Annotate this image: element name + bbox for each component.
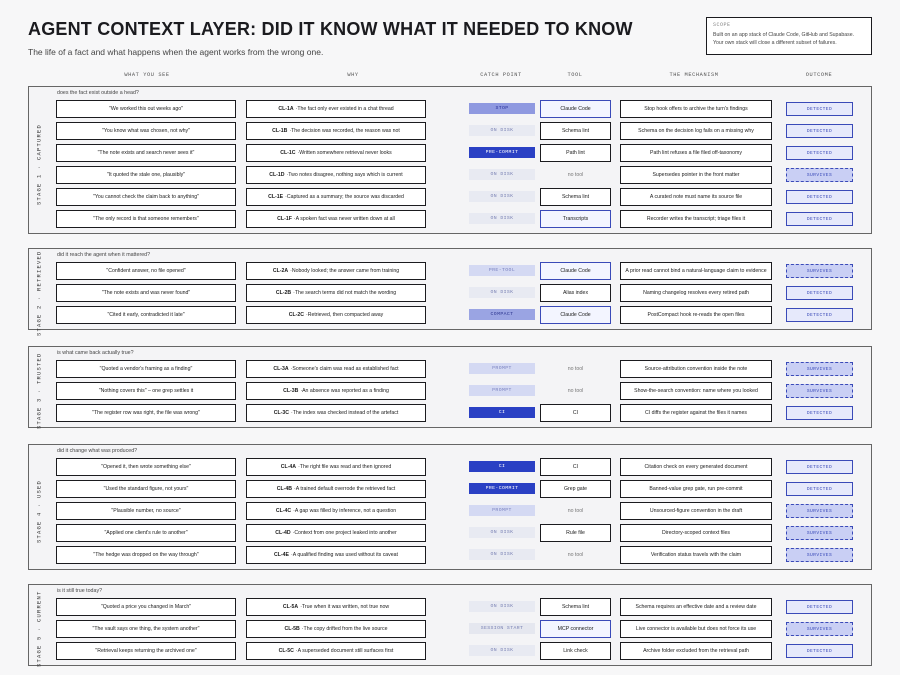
stage-question: does the fact exist outside a head?	[57, 90, 139, 96]
failure-row	[29, 480, 873, 498]
catch-point-badge: PRE-COMMIT	[469, 147, 535, 158]
tool-cell: no tool	[567, 552, 584, 558]
why-cell: CL-4B · A trained default overrode the retrieved fact	[246, 480, 426, 498]
catch-point-badge: ON DISK	[469, 191, 535, 202]
what-you-see-cell: "Quoted a vendor's framing as a finding"	[56, 360, 236, 378]
what-you-see-cell: "Plausible number, no source"	[56, 502, 236, 520]
why-cell: CL-4D · Context from one project leaked into another	[246, 524, 426, 542]
what-you-see-cell: "The hedge was dropped on the way through"	[56, 546, 236, 564]
stage-label: STAGE 1 · CAPTURED	[35, 123, 43, 205]
mechanism-cell: Schema on the decision log fails on a missing why	[620, 122, 772, 140]
catch-point-badge: PROMPT	[469, 505, 535, 516]
catch-point-badge: COMPACT	[469, 309, 535, 320]
why-cell: CL-4A · The right file was read and then ignored	[246, 458, 426, 476]
outcome-badge: DETECTED	[786, 190, 853, 204]
what-you-see-cell: "Cited it early, contradicted it late"	[56, 306, 236, 324]
outcome-badge: SURVIVES	[786, 384, 853, 398]
scope-label: SCOPE	[713, 22, 731, 28]
failure-row	[29, 458, 873, 476]
failure-row	[29, 284, 873, 302]
why-text: A trained default overrode the retrieved fact	[295, 486, 396, 492]
why-text: Two notes disagree, nothing says which is current	[288, 172, 403, 178]
what-you-see-cell: "We worked this out weeks ago"	[56, 100, 236, 118]
why-cell: CL-5C · A superseded document still surfaces first	[246, 642, 426, 660]
stage-panel	[28, 584, 872, 666]
why-text: The search terms did not match the wording	[294, 290, 397, 296]
mechanism-cell: Archive folder excluded from the retrieval path	[620, 642, 772, 660]
failure-id: CL-5A	[282, 604, 299, 610]
mechanism-cell: Source-attribution convention inside the note	[620, 360, 772, 378]
failure-id: CL-1B	[272, 128, 288, 134]
why-text: The fact only ever existed in a chat thread	[297, 106, 394, 112]
failure-id: CL-4B	[276, 486, 293, 492]
failure-row	[29, 642, 873, 660]
tool-cell: Grep gate	[540, 480, 611, 498]
tool-cell: Transcripts	[540, 210, 611, 228]
catch-point-badge: ON DISK	[469, 213, 535, 224]
what-you-see-cell: "You know what was chosen, not why"	[56, 122, 236, 140]
catch-point-badge: PRE-TOOL	[469, 265, 535, 276]
failure-row	[29, 524, 873, 542]
catch-point-badge: PROMPT	[469, 363, 535, 374]
tool-cell: Claude Code	[540, 306, 611, 324]
stage-question: did it reach the agent when it mattered?	[57, 252, 151, 258]
why-text: A qualified finding was used without its caveat	[292, 552, 398, 558]
what-you-see-cell: "Retrieval keeps returning the archived one"	[56, 642, 236, 660]
tool-cell: Claude Code	[540, 100, 611, 118]
column-header-mechanism: THE MECHANISM	[669, 72, 719, 78]
outcome-badge: DETECTED	[786, 460, 853, 474]
failure-id: CL-4A	[280, 464, 297, 470]
tool-cell: Schema lint	[540, 598, 611, 616]
tool-cell: no tool	[567, 172, 584, 178]
what-you-see-cell: "Confident answer, no file opened"	[56, 262, 236, 280]
tool-cell: no tool	[567, 388, 584, 394]
catch-point-badge: CI	[469, 461, 535, 472]
stage-panel	[28, 444, 872, 570]
failure-id: CL-4D	[275, 530, 291, 536]
outcome-badge: DETECTED	[786, 146, 853, 160]
failure-id: CL-1D	[269, 172, 285, 178]
outcome-badge: DETECTED	[786, 482, 853, 496]
mechanism-cell: Schema requires an effective date and a review date	[620, 598, 772, 616]
what-you-see-cell: "The note exists and search never sees it"	[56, 144, 236, 162]
mechanism-cell: A curated note must name its source file	[620, 188, 772, 206]
failure-row	[29, 122, 873, 140]
failure-row	[29, 100, 873, 118]
why-text: A superseded document still surfaces first	[297, 648, 394, 654]
mechanism-cell: Show-the-search convention: name where you looked	[620, 382, 772, 400]
catch-point-badge: ON DISK	[469, 645, 535, 656]
stage-label: STAGE 4 · USED	[35, 479, 43, 543]
tool-cell: Rule file	[540, 524, 611, 542]
outcome-badge: DETECTED	[786, 124, 853, 138]
outcome-badge: SURVIVES	[786, 504, 853, 518]
mechanism-cell: A prior read cannot bind a natural-language claim to evidence	[620, 262, 772, 280]
what-you-see-cell: "Nothing covers this" – one grep settles it	[56, 382, 236, 400]
failure-id: CL-4C	[275, 508, 292, 514]
catch-point-badge: STOP	[469, 103, 535, 114]
stage-panel	[28, 86, 872, 234]
failure-id: CL-2C	[288, 312, 304, 318]
failure-id: CL-2B	[275, 290, 292, 296]
why-text: The right file was read and then ignored	[299, 464, 392, 470]
failure-id: CL-3B	[283, 388, 299, 394]
stage-label: STAGE 3 · TRUSTED	[35, 352, 43, 430]
failure-row	[29, 382, 873, 400]
mechanism-cell: Path lint refuses a file filed off-taxonomy	[620, 144, 772, 162]
failure-id: CL-1C	[280, 150, 296, 156]
why-text: A gap was filled by inference, not a question	[294, 508, 397, 514]
outcome-badge: SURVIVES	[786, 548, 853, 562]
failure-row	[29, 620, 873, 638]
failure-id: CL-5C	[278, 648, 294, 654]
tool-cell: Schema lint	[540, 188, 611, 206]
outcome-badge: SURVIVES	[786, 622, 853, 636]
catch-point-badge: ON DISK	[469, 549, 535, 560]
failure-row	[29, 144, 873, 162]
why-text: The copy drifted from the live source	[303, 626, 388, 632]
stage-label: STAGE 2 · RETRIEVED	[35, 250, 43, 336]
why-text: A spoken fact was never written down at all	[295, 216, 395, 222]
stage-panel	[28, 346, 872, 428]
tool-cell: Alias index	[540, 284, 611, 302]
why-cell: CL-1E · Captured as a summary; the source was discarded	[246, 188, 426, 206]
mechanism-cell: CI diffs the register against the files it names	[620, 404, 772, 422]
why-text: An absence was reported as a finding	[302, 388, 389, 394]
outcome-badge: DETECTED	[786, 102, 853, 116]
outcome-badge: SURVIVES	[786, 168, 853, 182]
tool-cell: CI	[540, 404, 611, 422]
stage-question: did it change what was produced?	[57, 448, 138, 454]
stage-question: is what came back actually true?	[57, 350, 134, 356]
tool-cell: no tool	[567, 508, 584, 514]
why-text: Captured as a summary; the source was discarded	[286, 194, 404, 200]
why-text: Nobody looked; the answer came from training	[291, 268, 400, 274]
why-cell: CL-1D · Two notes disagree, nothing says which is current	[246, 166, 426, 184]
why-text: Someone's claim was read as established fact	[292, 366, 399, 372]
why-cell: CL-1B · The decision was recorded, the reason was not	[246, 122, 426, 140]
column-header-why: WHY	[347, 72, 359, 78]
what-you-see-cell: "The register row was right, the file was wrong"	[56, 404, 236, 422]
failure-id: CL-3C	[273, 410, 289, 416]
catch-point-badge: PROMPT	[469, 385, 535, 396]
outcome-badge: DETECTED	[786, 600, 853, 614]
mechanism-cell: Directory-scoped context files	[620, 524, 772, 542]
what-you-see-cell: "The vault says one thing, the system another"	[56, 620, 236, 638]
why-cell: CL-4C · A gap was filled by inference, not a question	[246, 502, 426, 520]
why-text: True when it was written, not true now	[301, 604, 390, 610]
mechanism-cell: Naming changelog resolves every retired path	[620, 284, 772, 302]
catch-point-badge: ON DISK	[469, 601, 535, 612]
failure-id: CL-3A	[273, 366, 289, 372]
why-cell: CL-1F · A spoken fact was never written down at all	[246, 210, 426, 228]
tool-cell: Claude Code	[540, 262, 611, 280]
why-cell: CL-4E · A qualified finding was used without its caveat	[246, 546, 426, 564]
stage-label: STAGE 5 · CURRENT	[35, 590, 43, 668]
outcome-badge: DETECTED	[786, 308, 853, 322]
what-you-see-cell: "The only record is that someone remembers"	[56, 210, 236, 228]
outcome-badge: DETECTED	[786, 286, 853, 300]
mechanism-cell: Banned-value grep gate, run pre-commit	[620, 480, 772, 498]
catch-point-badge: ON DISK	[469, 527, 535, 538]
catch-point-badge: ON DISK	[469, 125, 535, 136]
why-cell: CL-3C · The index was checked instead of the artefact	[246, 404, 426, 422]
failure-row	[29, 546, 873, 564]
catch-point-badge: ON DISK	[469, 169, 535, 180]
why-cell: CL-2A · Nobody looked; the answer came from training	[246, 262, 426, 280]
why-cell: CL-3B · An absence was reported as a finding	[246, 382, 426, 400]
what-you-see-cell: "Quoted a price you changed in March"	[56, 598, 236, 616]
why-cell: CL-5A · True when it was written, not true now	[246, 598, 426, 616]
failure-id: CL-1A	[278, 106, 294, 112]
stage-panel	[28, 248, 872, 336]
scope-text: Built on an app stack of Claude Code, GitHub and Supabase. Your own stack will close a different subset of failures.	[713, 32, 855, 46]
catch-point-badge: SESSION START	[469, 623, 535, 634]
page-subtitle: The life of a fact and what happens when the agent works from the wrong one.	[28, 47, 324, 57]
why-text: Context from one project leaked into another	[294, 530, 397, 536]
tool-cell: no tool	[567, 366, 584, 372]
failure-id: CL-1F	[277, 216, 292, 222]
why-cell: CL-2C · Retrieved, then compacted away	[246, 306, 426, 324]
failure-id: CL-2A	[272, 268, 289, 274]
scope-box	[706, 17, 872, 55]
failure-row	[29, 502, 873, 520]
failure-row	[29, 210, 873, 228]
why-cell: CL-1A · The fact only ever existed in a chat thread	[246, 100, 426, 118]
mechanism-cell: Citation check on every generated document	[620, 458, 772, 476]
mechanism-cell: Verification status travels with the claim	[620, 546, 772, 564]
why-text: The decision was recorded, the reason was not	[291, 128, 400, 134]
column-header-catch-point: CATCH POINT	[480, 72, 522, 78]
failure-id: CL-5B	[284, 626, 300, 632]
page-title: AGENT CONTEXT LAYER: DID IT KNOW WHAT IT NEEDED TO KNOW	[28, 19, 633, 39]
why-cell: CL-5B · The copy drifted from the live source	[246, 620, 426, 638]
why-text: The index was checked instead of the artefact	[292, 410, 399, 416]
outcome-badge: SURVIVES	[786, 362, 853, 376]
failure-row	[29, 404, 873, 422]
why-cell: CL-1C · Written somewhere retrieval never looks	[246, 144, 426, 162]
column-header-outcome: OUTCOME	[805, 72, 833, 78]
outcome-badge: SURVIVES	[786, 264, 853, 278]
catch-point-badge: ON DISK	[469, 287, 535, 298]
catch-point-badge: CI	[469, 407, 535, 418]
what-you-see-cell: "It quoted the stale one, plausibly"	[56, 166, 236, 184]
failure-row	[29, 166, 873, 184]
outcome-badge: SURVIVES	[786, 526, 853, 540]
tool-cell: Link check	[540, 642, 611, 660]
failure-id: CL-4E	[274, 552, 289, 558]
failure-id: CL-1E	[268, 194, 284, 200]
what-you-see-cell: "The note exists and was never found"	[56, 284, 236, 302]
failure-row	[29, 360, 873, 378]
failure-row	[29, 188, 873, 206]
tool-cell: Schema lint	[540, 122, 611, 140]
mechanism-cell: Recorder writes the transcript; triage files it	[620, 210, 772, 228]
tool-cell: MCP connector	[540, 620, 611, 638]
mechanism-cell: Stop hook offers to archive the turn's findings	[620, 100, 772, 118]
why-text: Written somewhere retrieval never looks	[299, 150, 392, 156]
outcome-badge: DETECTED	[786, 406, 853, 420]
why-cell: CL-3A · Someone's claim was read as established fact	[246, 360, 426, 378]
failure-row	[29, 262, 873, 280]
column-header-what-you-see: WHAT YOU SEE	[124, 72, 170, 78]
why-cell: CL-2B · The search terms did not match the wording	[246, 284, 426, 302]
what-you-see-cell: "You cannot check the claim back to anything"	[56, 188, 236, 206]
tool-cell: CI	[540, 458, 611, 476]
stage-question: is it still true today?	[57, 588, 103, 594]
failure-row	[29, 306, 873, 324]
outcome-badge: DETECTED	[786, 644, 853, 658]
failure-row	[29, 598, 873, 616]
column-header-tool: TOOL	[567, 72, 583, 78]
outcome-badge: DETECTED	[786, 212, 853, 226]
why-text: Retrieved, then compacted away	[307, 312, 384, 318]
mechanism-cell: Supersedes pointer in the front matter	[620, 166, 772, 184]
mechanism-cell: PostCompact hook re-reads the open files	[620, 306, 772, 324]
mechanism-cell: Live connector is available but does not force its use	[620, 620, 772, 638]
catch-point-badge: PRE-COMMIT	[469, 483, 535, 494]
what-you-see-cell: "Used the standard figure, not yours"	[56, 480, 236, 498]
mechanism-cell: Unsourced-figure convention in the draft	[620, 502, 772, 520]
tool-cell: Path lint	[540, 144, 611, 162]
what-you-see-cell: "Applied one client's rule to another"	[56, 524, 236, 542]
what-you-see-cell: "Opened it, then wrote something else"	[56, 458, 236, 476]
